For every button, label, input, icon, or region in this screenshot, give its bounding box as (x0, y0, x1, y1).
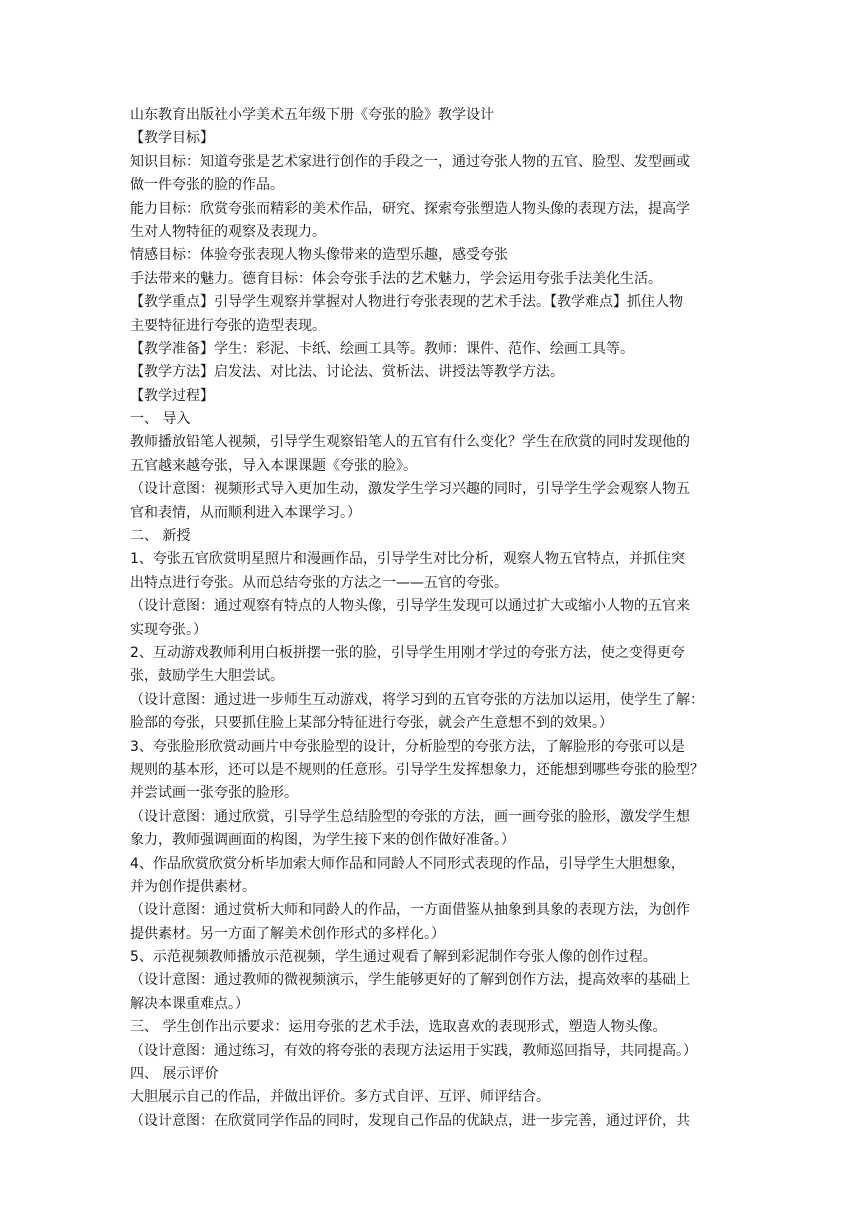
text-line: 三、 学生创作出示要求：运用夸张的艺术手法，选取喜欢的表现形式，塑造人物头像。 (130, 1019, 667, 1036)
text-line: 5、示范视频教师播放示范视频，学生通过观看了解到彩泥制作夸张人像的创作过程。 (130, 949, 657, 966)
text-line: （设计意图：通过练习，有效的将夸张的表现方法运用于实践，教师巡回指导，共同提高。） (130, 1042, 697, 1059)
text-line: 手法带来的魅力。德育目标：体会夸张手法的艺术魅力，学会运用夸张手法美化生活。 (130, 270, 662, 287)
text-line: （设计意图：在欣赏同学作品的同时，发现自己作品的优缺点，进一步完善，通过评价，共 (130, 1112, 690, 1129)
text-line: （设计意图：通过进一步师生互动游戏，将学习到的五官夸张的方法加以运用，使学生了解： (130, 691, 704, 708)
text-line: 一、 导入 (130, 411, 191, 428)
text-line: 解决本课重难点。） (130, 995, 249, 1012)
text-line: 五官越来越夸张，导入本课课题《夸张的脸》。 (130, 457, 417, 474)
text-line: 能力目标：欣赏夸张而精彩的美术作品，研究、探索夸张塑造人物头像的表现方法，提高学 (130, 200, 690, 217)
text-line: 做一件夸张的脸的作品。 (130, 177, 284, 194)
text-line: （设计意图：视频形式导入更加生动，激发学生学习兴趣的同时，引导学生学会观察人物五 (130, 481, 690, 498)
text-line: 二、 新授 (130, 528, 191, 545)
text-line: 知识目标：知道夸张是艺术家进行创作的手段之一，通过夸张人物的五官、脸型、发型画或 (130, 153, 690, 170)
text-line: 【教学目标】 (130, 130, 214, 147)
document-body (130, 104, 740, 1133)
text-line: 主要特征进行夸张的造型表现。 (130, 317, 326, 334)
text-line: 情感目标：体验夸张表现人物头像带来的造型乐趣，感受夸张 (130, 247, 508, 264)
text-line: 【教学准备】学生：彩泥、卡纸、绘画工具等。教师：课件、范作、绘画工具等。 (130, 340, 634, 357)
text-line: 【教学方法】启发法、对比法、讨论法、赏析法、讲授法等教学方法。 (130, 364, 564, 381)
text-line: 并尝试画一张夸张的脸形。 (130, 785, 298, 802)
text-line: 3、夸张脸形欣赏动画片中夸张脸型的设计，分析脸型的夸张方法，了解脸形的夸张可以是 (130, 738, 685, 755)
text-line: 【教学重点】引导学生观察并掌握对人物进行夸张表现的艺术手法。【教学难点】抓住人物 (130, 294, 683, 311)
text-line: 山东教育出版社小学美术五年级下册《夸张的脸》教学设计 (130, 107, 494, 123)
text-line: （设计意图：通过欣赏，引导学生总结脸型的夸张的方法，画一画夸张的脸形，激发学生想 (130, 808, 690, 825)
text-line: 大胆展示自己的作品，并做出评价。多方式自评、互评、师评结合。 (130, 1089, 550, 1106)
text-line: 四、 展示评价 (130, 1066, 219, 1083)
text-line: （设计意图：通过赏析大师和同龄人的作品，一方面借鉴从抽象到具象的表现方法，为创作 (130, 902, 690, 919)
text-line: 【教学过程】 (130, 387, 214, 404)
text-line: 提供素材。另一方面了解美术创作形式的多样化。） (130, 925, 445, 942)
text-line: 规则的基本形，还可以是不规则的任意形。引导学生发挥想象力，还能想到哪些夸张的脸型？ (130, 761, 704, 778)
text-line: 脸部的夸张，只要抓住脸上某部分特征进行夸张，就会产生意想不到的效果。） (130, 715, 613, 732)
text-line: 4、作品欣赏欣赏分析毕加索大师作品和同龄人不同形式表现的作品，引导学生大胆想象， (130, 855, 685, 872)
text-line: 生对人物特征的观察及表现力。 (130, 223, 326, 240)
text-line: 实现夸张。） (130, 621, 207, 638)
text-line: 象力，教师强调画面的构图，为学生接下来的创作做好准备。） (130, 832, 515, 849)
text-line: （设计意图：通过观察有特点的人物头像，引导学生发现可以通过扩大或缩小人物的五官来 (130, 598, 690, 615)
text-line: 1、夸张五官欣赏明星照片和漫画作品，引导学生对比分析，观察人物五官特点，并抓住突 (130, 551, 685, 568)
text-line: （设计意图：通过教师的微视频演示，学生能够更好的了解到创作方法，提高效率的基础上 (130, 972, 690, 989)
text-line: 张，鼓励学生大胆尝试。 (130, 668, 284, 685)
text-line: 官和表情，从而顺利进入本课学习。） (130, 504, 361, 521)
text-line: 并为创作提供素材。 (130, 878, 256, 895)
text-line: 出特点进行夸张。从而总结夸张的方法之一——五官的夸张。 (130, 574, 508, 591)
text-line: 教师播放铅笔人视频，引导学生观察铅笔人的五官有什么变化？学生在欣赏的同时发现他的 (130, 434, 690, 451)
text-line: 2、互动游戏教师利用白板拼摆一张的脸，引导学生用刚才学过的夸张方法，使之变得更夸 (130, 644, 685, 661)
